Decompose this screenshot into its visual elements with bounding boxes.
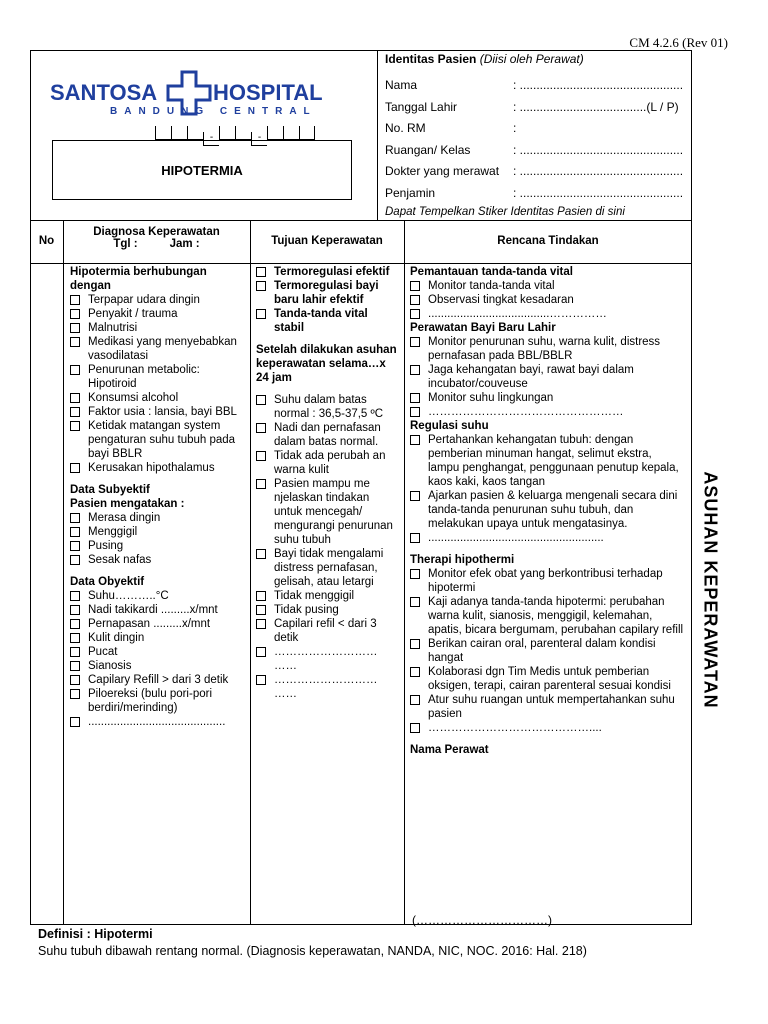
form-title: HIPOTERMIA bbox=[52, 140, 352, 200]
plan-item-text: Berikan cairan oral, parenteral dalam kondisi hangat bbox=[428, 638, 656, 664]
checkbox[interactable] bbox=[410, 723, 420, 733]
objektif-item bbox=[70, 603, 245, 617]
checkbox[interactable] bbox=[70, 633, 80, 643]
plan-item-text: ......................................…………… bbox=[428, 308, 607, 320]
objektif-item bbox=[70, 617, 245, 631]
objektif-item bbox=[70, 673, 245, 687]
checkbox[interactable] bbox=[410, 337, 420, 347]
checkbox[interactable] bbox=[70, 675, 80, 685]
checkbox[interactable] bbox=[410, 393, 420, 403]
objektif-item bbox=[70, 659, 245, 673]
criteria-item bbox=[256, 645, 399, 673]
plan-item bbox=[410, 293, 686, 307]
identity-row bbox=[385, 99, 679, 114]
checkbox[interactable] bbox=[410, 407, 420, 417]
identity-label: Nama bbox=[385, 78, 418, 92]
identity-value[interactable]: : bbox=[513, 121, 517, 135]
subjektif-item bbox=[70, 525, 245, 539]
plan-item-text: Observasi tingkat kesadaran bbox=[428, 294, 574, 306]
checkbox[interactable] bbox=[256, 549, 266, 559]
header-tujuan: Tujuan Keperawatan bbox=[271, 235, 383, 247]
plan-item bbox=[410, 363, 686, 391]
checkbox[interactable] bbox=[410, 597, 420, 607]
checkbox[interactable] bbox=[256, 605, 266, 615]
checkbox[interactable] bbox=[256, 309, 266, 319]
plan-item-text: …………………………………………… bbox=[428, 406, 624, 418]
plan-item bbox=[410, 307, 686, 321]
divider bbox=[377, 50, 378, 220]
header-rencana: Rencana Tindakan bbox=[497, 235, 599, 247]
subjektif-item-text: Menggigil bbox=[88, 526, 138, 538]
setelah-text: Setelah dilakukan asuhan keperawatan selama…x 24 jam bbox=[256, 344, 397, 384]
checkbox[interactable] bbox=[410, 281, 420, 291]
checkbox[interactable] bbox=[410, 695, 420, 705]
plan-item bbox=[410, 433, 686, 489]
checkbox[interactable] bbox=[256, 647, 266, 657]
cause-item-text: Penyakit / trauma bbox=[88, 308, 178, 320]
cause-item bbox=[70, 293, 245, 307]
goal-item bbox=[256, 279, 399, 307]
identity-row bbox=[385, 121, 517, 135]
checkbox[interactable] bbox=[70, 619, 80, 629]
rencana-column bbox=[410, 265, 686, 757]
cause-item-text: Ketidak matangan system pengaturan suhu tubuh pada bayi BBLR bbox=[88, 420, 236, 460]
plan-item bbox=[410, 693, 686, 721]
diagnosa-column bbox=[70, 265, 245, 729]
criteria-item-text: Pasien mampu me njelaskan tindakan untuk mencegah/ mengurangi penurunan suhu tubuh bbox=[274, 478, 393, 546]
checkbox[interactable] bbox=[70, 647, 80, 657]
cause-item-text: Medikasi yang menyebabkan vasodilatasi bbox=[88, 336, 237, 362]
checkbox[interactable] bbox=[70, 527, 80, 537]
plan-item bbox=[410, 489, 686, 531]
plan-item bbox=[410, 335, 686, 363]
checkbox[interactable] bbox=[410, 639, 420, 649]
plan-item-text: Monitor efek obat yang berkontribusi terhadap hipotermi bbox=[428, 568, 663, 594]
objektif-item bbox=[70, 687, 245, 715]
identity-label: Tanggal Lahir bbox=[385, 99, 458, 114]
identity-row bbox=[385, 164, 684, 178]
checkbox[interactable] bbox=[70, 661, 80, 671]
rm-digit-box[interactable]: - bbox=[251, 132, 267, 146]
checkbox[interactable] bbox=[410, 365, 420, 375]
cause-item bbox=[70, 363, 245, 391]
logo-text-right: HOSPITAL bbox=[213, 80, 323, 105]
diagnosa-heading: Hipotermia berhubungan dengan bbox=[70, 266, 207, 292]
objektif-title: Data Obyektif bbox=[70, 576, 145, 588]
header-no: No bbox=[38, 235, 55, 247]
logo-subtitle: BANDUNG CENTRAL bbox=[110, 106, 317, 117]
checkbox[interactable] bbox=[70, 323, 80, 333]
identity-value[interactable]: : ................................................. bbox=[513, 142, 684, 157]
objektif-item-text: Kulit dingin bbox=[88, 632, 145, 644]
goal-item bbox=[256, 265, 399, 279]
cause-item-text: Kerusakan hipothalamus bbox=[88, 462, 215, 474]
criteria-item bbox=[256, 421, 399, 449]
criteria-item bbox=[256, 617, 399, 645]
criteria-item bbox=[256, 673, 399, 701]
rm-digit-box[interactable]: - bbox=[203, 132, 219, 146]
checkbox[interactable] bbox=[410, 569, 420, 579]
logo-text-left: SANTOSA bbox=[50, 80, 158, 105]
side-label: ASUHAN KEPERAWATAN bbox=[700, 471, 721, 709]
tujuan-column bbox=[256, 265, 399, 701]
checkbox[interactable] bbox=[410, 667, 420, 677]
identity-label: No. RM bbox=[385, 121, 426, 135]
plan-item-text: Pertahankan kehangatan tubuh: dengan pemberian minuman hangat, selimut ekstra, lampu penghangat, penggunaan penutup kepala, kaos kaki, kaos tangan bbox=[428, 434, 679, 488]
subjektif-item bbox=[70, 553, 245, 567]
goal-item-text: Termoregulasi bayi baru lahir efektif bbox=[274, 280, 379, 306]
cause-item bbox=[70, 335, 245, 363]
identity-value[interactable]: : ......................................(L / P) bbox=[513, 99, 679, 114]
criteria-item-text: Tidak menggigil bbox=[274, 590, 355, 602]
subjektif-item bbox=[70, 511, 245, 525]
identity-heading: Identitas Pasien (Diisi oleh Perawat) bbox=[385, 52, 584, 66]
identity-label: Dokter yang merawat bbox=[385, 164, 500, 178]
cause-item bbox=[70, 391, 245, 405]
checkbox[interactable] bbox=[70, 591, 80, 601]
criteria-item-text: Bayi tidak mengalami distress pernafasan, gelisah, atau letargi bbox=[274, 548, 384, 588]
plan-item bbox=[410, 567, 686, 595]
criteria-item-text: Suhu dalam batas normal : 36,5-37,5 ºC bbox=[274, 394, 384, 420]
goal-item bbox=[256, 307, 399, 335]
plan-item bbox=[410, 405, 686, 419]
plan-item-text: Kaji adanya tanda-tanda hipotermi: perubahan warna kulit, sianosis, menggigil, kelemahan, apatis, bicara bergumam, perubahan capilary refill bbox=[428, 596, 684, 636]
criteria-item-text: Nadi dan pernafasan dalam batas normal. bbox=[274, 422, 381, 448]
checkbox[interactable] bbox=[256, 675, 266, 685]
checkbox[interactable] bbox=[410, 309, 420, 319]
plan-item-text: Monitor suhu lingkungan bbox=[428, 392, 554, 404]
goal-item-text: Tanda-tanda vital stabil bbox=[274, 308, 368, 334]
objektif-item-text: Capilary Refill > dari 3 detik bbox=[88, 674, 229, 686]
plan-item bbox=[410, 279, 686, 293]
sticker-note: Dapat Tempelkan Stiker Identitas Pasien di sini bbox=[385, 206, 625, 218]
checkbox[interactable] bbox=[70, 309, 80, 319]
objektif-item-text: Nadi takikardi .........x/mnt bbox=[88, 604, 218, 616]
cause-item bbox=[70, 321, 245, 335]
checkbox[interactable] bbox=[70, 463, 80, 473]
objektif-item bbox=[70, 715, 245, 729]
checkbox[interactable] bbox=[256, 591, 266, 601]
cause-item bbox=[70, 461, 245, 475]
section-title: Regulasi suhu bbox=[410, 420, 489, 432]
signature-line[interactable]: (……………………………) bbox=[412, 913, 552, 927]
rm-digit-box[interactable] bbox=[299, 126, 315, 140]
rm-digit-box[interactable] bbox=[171, 126, 187, 140]
identity-value[interactable]: : ................................................. bbox=[513, 164, 684, 178]
checkbox[interactable] bbox=[256, 619, 266, 629]
cause-item-text: Penurunan metabolic: Hipotiroid bbox=[88, 364, 200, 390]
checkbox[interactable] bbox=[410, 435, 420, 445]
plan-item-text: Monitor tanda-tanda vital bbox=[428, 280, 555, 292]
criteria-item bbox=[256, 477, 399, 547]
plan-item bbox=[410, 721, 686, 735]
rm-digit-box[interactable] bbox=[267, 126, 283, 140]
subjektif-title: Data Subyektif bbox=[70, 484, 150, 496]
plan-item bbox=[410, 531, 686, 545]
document-code: CM 4.2.6 (Rev 01) bbox=[629, 35, 728, 50]
cause-item bbox=[70, 307, 245, 321]
definition-body: Suhu tubuh dibawah rentang normal. (Diagnosis keperawatan, NANDA, NIC, NOC. 2016: Hal. 218) bbox=[38, 944, 587, 958]
objektif-item-text: Pernapasan .........x/mnt bbox=[88, 618, 211, 630]
section-title: Pemantauan tanda-tanda vital bbox=[410, 266, 573, 278]
divider bbox=[63, 220, 64, 925]
identity-value[interactable]: : ................................................. bbox=[513, 185, 684, 200]
checkbox[interactable] bbox=[70, 421, 80, 431]
plan-item-text: Atur suhu ruangan untuk mempertahankan suhu pasien bbox=[428, 694, 675, 720]
checkbox[interactable] bbox=[70, 295, 80, 305]
checkbox[interactable] bbox=[70, 605, 80, 615]
checkbox[interactable] bbox=[410, 533, 420, 543]
checkbox[interactable] bbox=[70, 337, 80, 347]
identity-label: Penjamin bbox=[385, 185, 436, 200]
criteria-item-text: Tidak ada perubah an warna kulit bbox=[274, 450, 386, 476]
objektif-item bbox=[70, 631, 245, 645]
criteria-item-text: Tidak pusing bbox=[274, 604, 339, 616]
checkbox[interactable] bbox=[70, 541, 80, 551]
checkbox[interactable] bbox=[256, 395, 266, 405]
criteria-item-text: ……………………… …… bbox=[274, 674, 378, 700]
rm-digit-box[interactable] bbox=[155, 126, 171, 140]
objektif-item-text: Pucat bbox=[88, 646, 118, 658]
cause-item-text: Faktor usia : lansia, bayi BBL bbox=[88, 406, 237, 418]
identity-row bbox=[385, 78, 684, 92]
objektif-item-text: ........................................... bbox=[88, 716, 226, 728]
checkbox[interactable] bbox=[410, 491, 420, 501]
plan-item-text: Jaga kehangatan bayi, rawat bayi dalam incubator/couveuse bbox=[428, 364, 634, 390]
subjektif-item-text: Pusing bbox=[88, 540, 124, 552]
criteria-item bbox=[256, 547, 399, 589]
divider bbox=[30, 220, 692, 221]
cause-item bbox=[70, 419, 245, 461]
cause-item-text: Malnutrisi bbox=[88, 322, 138, 334]
checkbox[interactable] bbox=[256, 267, 266, 277]
identity-row bbox=[385, 185, 684, 200]
section-title: Therapi hipothermi bbox=[410, 554, 515, 566]
identity-label: Ruangan/ Kelas bbox=[385, 142, 471, 157]
rm-digit-box[interactable] bbox=[219, 126, 235, 140]
checkbox[interactable] bbox=[70, 717, 80, 727]
criteria-item-text: Capilari refil < dari 3 detik bbox=[274, 618, 377, 644]
definition-title: Definisi : Hipotermi bbox=[38, 927, 153, 941]
checkbox[interactable] bbox=[70, 365, 80, 375]
plan-item-text: ....................................................... bbox=[428, 532, 604, 544]
objektif-item-text: Suhu………..°C bbox=[88, 590, 169, 602]
objektif-item-text: Sianosis bbox=[88, 660, 132, 672]
checkbox[interactable] bbox=[70, 513, 80, 523]
header-diagnosa: Diagnosa Keperawatan Tgl : Jam : bbox=[93, 226, 220, 250]
criteria-item bbox=[256, 393, 399, 421]
checkbox[interactable] bbox=[70, 407, 80, 417]
rm-digit-box[interactable] bbox=[235, 126, 251, 140]
goals-list bbox=[256, 265, 399, 335]
divider bbox=[404, 220, 405, 925]
plan-item-text: Ajarkan pasien & keluarga mengenali secara dini tanda-tanda penurunan suhu tubuh, dan melakukan upaya untuk mengatasinya. bbox=[428, 490, 678, 530]
subjektif-subtitle: Pasien mengatakan : bbox=[70, 498, 185, 510]
checkbox[interactable] bbox=[256, 423, 266, 433]
checkbox[interactable] bbox=[410, 295, 420, 305]
subjektif-item-text: Sesak nafas bbox=[88, 554, 152, 566]
divider bbox=[250, 220, 251, 925]
rm-digit-box[interactable] bbox=[283, 126, 299, 140]
checkbox[interactable] bbox=[70, 689, 80, 699]
plan-item bbox=[410, 391, 686, 405]
rm-digit-box[interactable] bbox=[187, 126, 203, 140]
plan-item bbox=[410, 637, 686, 665]
cause-item-text: Terpapar udara dingin bbox=[88, 294, 200, 306]
plan-item-text: Kolaborasi dgn Tim Medis untuk pemberian oksigen, terapi, cairan parenteral sesuai kondisi bbox=[428, 666, 671, 692]
checkbox[interactable] bbox=[70, 555, 80, 565]
divider bbox=[30, 263, 692, 264]
criteria-item bbox=[256, 449, 399, 477]
plan-item-text: Monitor penurunan suhu, warna kulit, distress pernafasan pada BBL/BBLR bbox=[428, 336, 661, 362]
criteria-item-text: ……………………… …… bbox=[274, 646, 378, 672]
plan-item bbox=[410, 665, 686, 693]
checkbox[interactable] bbox=[256, 281, 266, 291]
cause-item bbox=[70, 405, 245, 419]
criteria-item bbox=[256, 603, 399, 617]
cause-item-text: Konsumsi alcohol bbox=[88, 392, 179, 404]
criteria-item bbox=[256, 589, 399, 603]
objektif-item bbox=[70, 589, 245, 603]
objektif-item-text: Piloereksi (bulu pori-pori berdiri/merinding) bbox=[88, 688, 212, 714]
checkbox[interactable] bbox=[256, 451, 266, 461]
nurse-name-label: Nama Perawat bbox=[410, 744, 489, 756]
goal-item-text: Termoregulasi efektif bbox=[274, 266, 390, 278]
plan-item bbox=[410, 595, 686, 637]
identity-value[interactable]: : ................................................. bbox=[513, 78, 684, 92]
section-title: Perawatan Bayi Baru Lahir bbox=[410, 322, 556, 334]
identity-row bbox=[385, 142, 684, 157]
subjektif-item bbox=[70, 539, 245, 553]
objektif-item bbox=[70, 645, 245, 659]
checkbox[interactable] bbox=[70, 393, 80, 403]
plan-item-text: …………………………………….... bbox=[428, 722, 602, 734]
checkbox[interactable] bbox=[256, 479, 266, 489]
subjektif-item-text: Merasa dingin bbox=[88, 512, 161, 524]
